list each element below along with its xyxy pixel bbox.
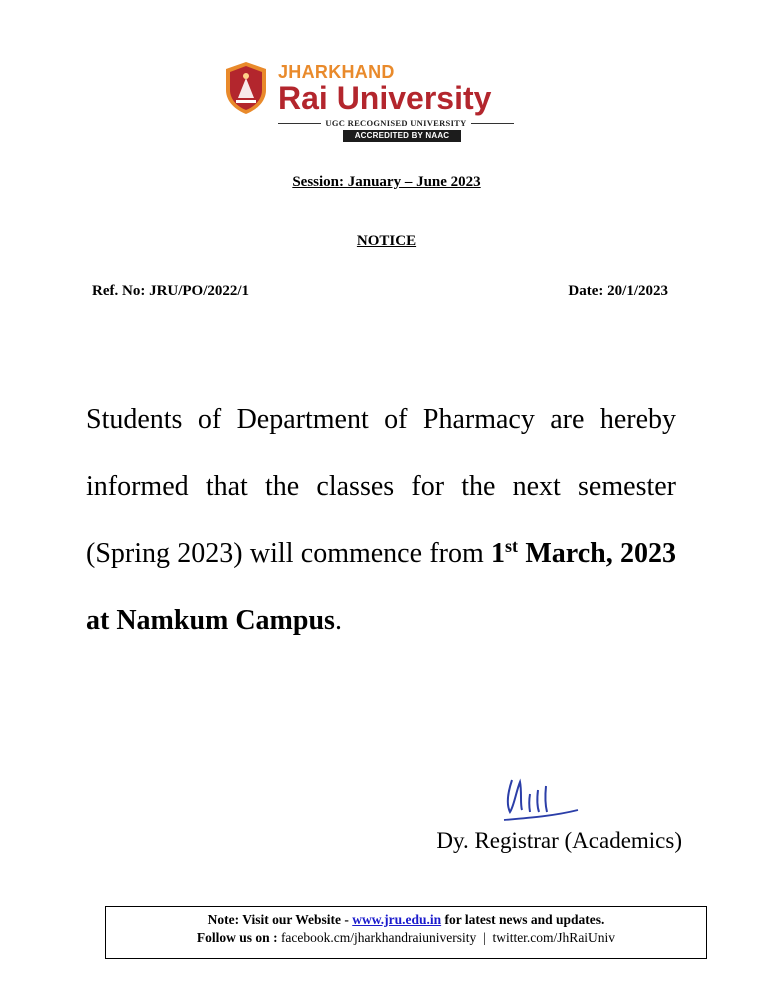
footer-follow-label: Follow us on : xyxy=(196,930,281,945)
logo-divider xyxy=(278,123,321,124)
notice-body xyxy=(86,386,676,654)
footer-social-line xyxy=(106,929,706,947)
logo-naac-badge: ACCREDITED BY NAAC xyxy=(343,130,461,142)
footer-note-box xyxy=(105,906,707,959)
logo-state-name: JHARKHAND xyxy=(278,62,395,82)
logo-university-name: Rai University xyxy=(278,80,492,116)
footer-social-links: facebook.cm/jharkhandraiuniversity | twitter.com/JhRaiUniv xyxy=(280,930,616,945)
university-logo xyxy=(222,60,542,144)
footer-note-suffix: for latest news and updates. xyxy=(441,912,605,927)
start-date-location: March, 2023 at Namkum Campus xyxy=(86,538,676,636)
signatory-designation: Dy. Registrar (Academics) xyxy=(436,828,682,853)
session-heading: Session: January – June 2023 xyxy=(292,174,481,190)
start-day-suffix: st xyxy=(505,536,519,556)
university-crest-icon xyxy=(222,60,270,116)
logo-divider xyxy=(471,123,514,124)
footer-note-prefix: Note: Visit our Website - xyxy=(207,912,353,927)
notice-body-end: . xyxy=(334,605,342,636)
notice-date: Date: 20/1/2023 xyxy=(568,283,668,299)
notice-body-text: Students of Department of Pharmacy are hereby informed that the classes for the next semester (Spring 2023) will commence from xyxy=(86,404,676,569)
signature-icon xyxy=(498,768,588,830)
logo-ugc-row xyxy=(278,117,514,129)
logo-ugc-text: UGC RECOGNISED UNIVERSITY xyxy=(325,118,467,128)
footer-website-line xyxy=(106,911,706,929)
notice-title: NOTICE xyxy=(356,233,417,249)
website-link[interactable]: www.jru.edu.in xyxy=(352,912,442,927)
start-day: 1 xyxy=(491,538,506,569)
reference-number: Ref. No: JRU/PO/2022/1 xyxy=(92,283,250,299)
